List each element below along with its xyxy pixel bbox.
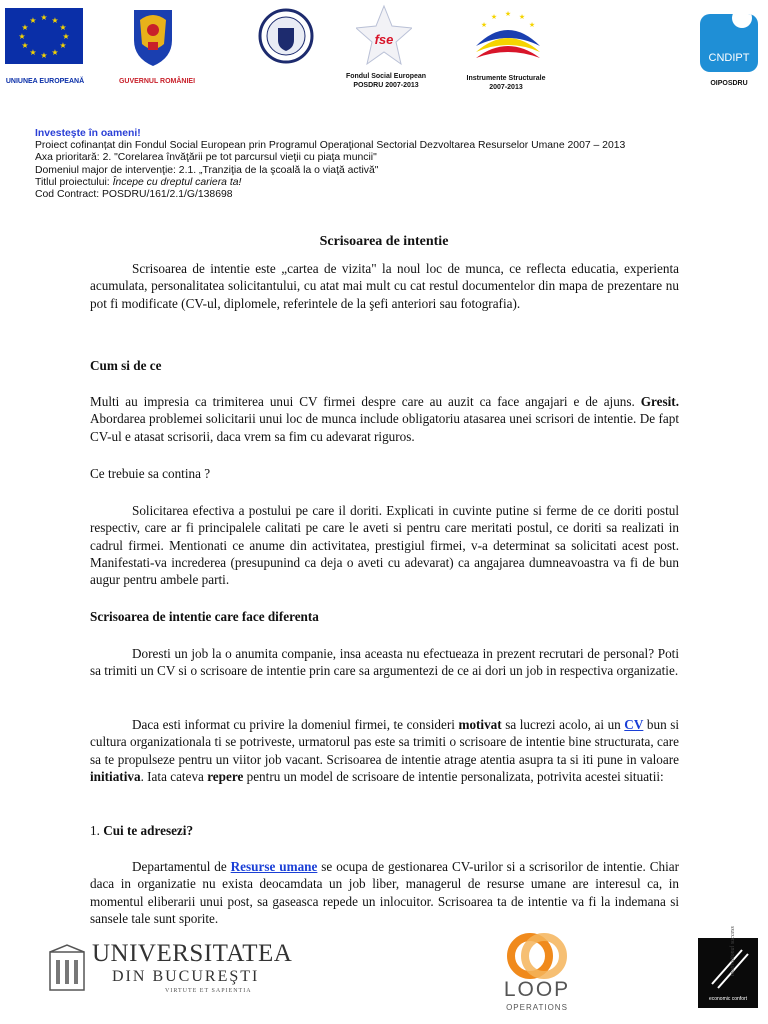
paragraph-question: Ce trebuie sa contina ? [90, 466, 211, 481]
paragraph-intro: Scrisoarea de intentie este „cartea de vizita" la noul loc de munca, ce reflecta educatia, experienta acumulata, personalitatea solicitantului, cu atat mai mult cu cat restul documentelor din mapa de prezentare nu pot fi modificate (CV-ul, diplomele, referintele de la şefi anteriori sau fotografia). [90, 261, 679, 311]
project-line-1: Proiect cofinanțat din Fondul Social European prin Programul Operaţional Sectorial Dezvoltarea Resurselor Umane 2007 – 2013 [35, 140, 626, 152]
structural-instruments-logo [470, 6, 546, 72]
paragraph-informat [90, 716, 679, 785]
fse-caption-2: POSDRU 2007-2013 [353, 82, 419, 89]
heading-diferenta [90, 608, 679, 625]
fse-text: fse [374, 32, 394, 47]
svg-text:★: ★ [518, 13, 526, 21]
heading-cui-te-adresezi [90, 822, 679, 839]
cndipt-logo [700, 14, 758, 72]
heading-cum-si-de-ce [90, 357, 679, 374]
document-title: Scrisoarea de intentie [319, 234, 449, 249]
structural-caption-2: 2007-2013 [489, 84, 523, 91]
project-info [35, 128, 625, 201]
paragraph-content: Solicitarea efectiva a postului pe care il doriti. Explicati in cuvinte putine si ferme de ce doriti postul respectiv, care ar fi principalele calitati pe care le aveti si pentru care meritati postul, ce doriti sa realizati in cadrul firmei. Mentionati ce anume din activitatea, prestigiul firmei, v-a determinat sa solicitati acest post. Manifestati-va increderea (presupunind ca deja o aveti cu adevarat) ca angajarea dumneavoastra va fi de bun augur pentru ambele parti. [90, 503, 679, 588]
structural-caption-1: Instrumente Structurale [466, 75, 546, 82]
svg-text:★: ★ [59, 23, 67, 32]
svg-text:★: ★ [51, 16, 59, 25]
svg-text:★: ★ [40, 13, 48, 22]
text-span: Multi au impresia ca trimiterea unui CV firmei despre care au auzit ca face angajari e de ajuns. [90, 394, 641, 409]
paragraph-gresit [90, 393, 679, 445]
project-line-2: Axa prioritară: 2. "Corelarea învăţării pe tot parcursul vieţii cu piaţa muncii" [35, 152, 377, 164]
project-line-4 [35, 177, 625, 189]
heading-text: Cum si de ce [90, 358, 162, 373]
eu-caption: UNIUNEA EUROPEANĂ [5, 78, 85, 85]
resurse-umane-link[interactable]: Resurse umane [230, 859, 318, 874]
text-span: pentru un model de scrisoare de intentie personalizata, potrivita acestei situatii: [243, 768, 664, 784]
project-line-5: Cod Contract: POSDRU/161/2.1/G/138698 [35, 189, 233, 201]
svg-text:★: ★ [480, 21, 488, 29]
government-caption: GUVERNUL ROMÂNIEI [118, 78, 196, 85]
paragraph-job: Doresti un job la o anumita companie, insa aceasta nu efectueaza in prezent recrutari de personal? Poti sa trimiti un CV si o scrisoare de intentie prin care sa argumentezi de ce ai dori un job in respectiva organizatie. [90, 646, 679, 679]
svg-text:★: ★ [21, 41, 29, 50]
loop-logo [500, 932, 574, 982]
economic-confort-logo [698, 938, 758, 1008]
svg-text:★: ★ [29, 16, 37, 25]
economic-confort-caption: economic confort [708, 996, 748, 1002]
heading-text: Cui te adresezi? [103, 823, 194, 838]
university-city: DIN BUCUREŞTI [112, 968, 260, 985]
svg-text:★: ★ [490, 13, 498, 21]
government-crest-logo [128, 6, 178, 68]
cv-link[interactable]: CV [624, 717, 644, 732]
project-line-3: Domeniul major de intervenţie: 2.1. „Tranziţia de la şcoală la o viaţă activă" [35, 164, 379, 176]
text-span: Abordarea problemei solicitarii unui loc de munca include obligatoriu atasarea unei scrisori de intentie. De fapt CV-ul e atasat scrisorii, daca vrem sa fim cu adevarat riguros. [90, 411, 679, 444]
fse-caption-1: Fondul Social European [345, 73, 427, 80]
university-name: UNIVERSITATEA [92, 940, 293, 967]
fse-logo [356, 4, 412, 70]
text-span: sa lucrezi acolo, ai un [501, 717, 625, 732]
cndipt-text: CNDIPT [708, 52, 750, 64]
project-title-value: Începe cu dreptul cariera ta! [112, 176, 242, 188]
loop-name: LOOP [503, 978, 571, 1001]
heading-text: Scrisoarea de intentie care face diferenta [90, 609, 319, 624]
svg-text:★: ★ [18, 32, 26, 41]
svg-text:★: ★ [504, 10, 512, 18]
economic-confort-side-text: motivational success [730, 926, 736, 976]
paragraph-resurse-umane [90, 858, 679, 927]
text-span: se ocupa de gestionarea CV-urilor si a scrisorilor de intentie. Chiar daca in organizatie nu exista deocamdata un job liber, managerul de resurse umane are interesul ca, in momentul eliberarii unui post, sa gaseasca repede un inlocuitor. Scrisoarea ta de intentie va fi la indemana si sansele tale sunt sporite. [90, 859, 679, 926]
svg-text:★: ★ [21, 23, 29, 32]
text-span: bun si cultura organizationala ti se potriveste, urmatorul pas este sa trimiti o scrisoare de intentie bine structurata, care sa te propulseze pentru un viitor job vacant. Scrisoarea de intentie atrage atentia asupra ta si iti pune in valoare [90, 717, 680, 767]
bold-repere: repere [207, 768, 244, 784]
svg-text:★: ★ [528, 21, 536, 29]
svg-text:★: ★ [59, 41, 67, 50]
bold-initiativa: initiativa [90, 768, 141, 784]
university-crest-logo [46, 944, 88, 996]
text-span: . Iata cateva [140, 768, 208, 784]
ministry-seal-logo [258, 8, 314, 64]
heading-number: 1. [90, 823, 104, 838]
svg-text:★: ★ [29, 48, 37, 57]
text-span: Daca esti informat cu privire la domeniul firmei, te consideri [132, 717, 459, 732]
loop-subtitle: OPERATIONS [506, 1003, 568, 1012]
project-title-label: Titlul proiectului: [35, 176, 113, 188]
bold-gresit: Gresit. [640, 394, 679, 409]
svg-text:★: ★ [62, 32, 70, 41]
eu-flag-logo [5, 8, 83, 64]
invest-slogan: Investeşte în oameni! [35, 128, 141, 139]
text-span: Departamentul de [132, 859, 231, 874]
svg-text:★: ★ [51, 48, 59, 57]
cndipt-caption: OIPOSDRU [710, 80, 748, 87]
university-motto: VIRTUTE ET SAPIENTIA [165, 988, 252, 994]
svg-text:★: ★ [40, 51, 48, 60]
bold-motivat: motivat [458, 717, 502, 732]
